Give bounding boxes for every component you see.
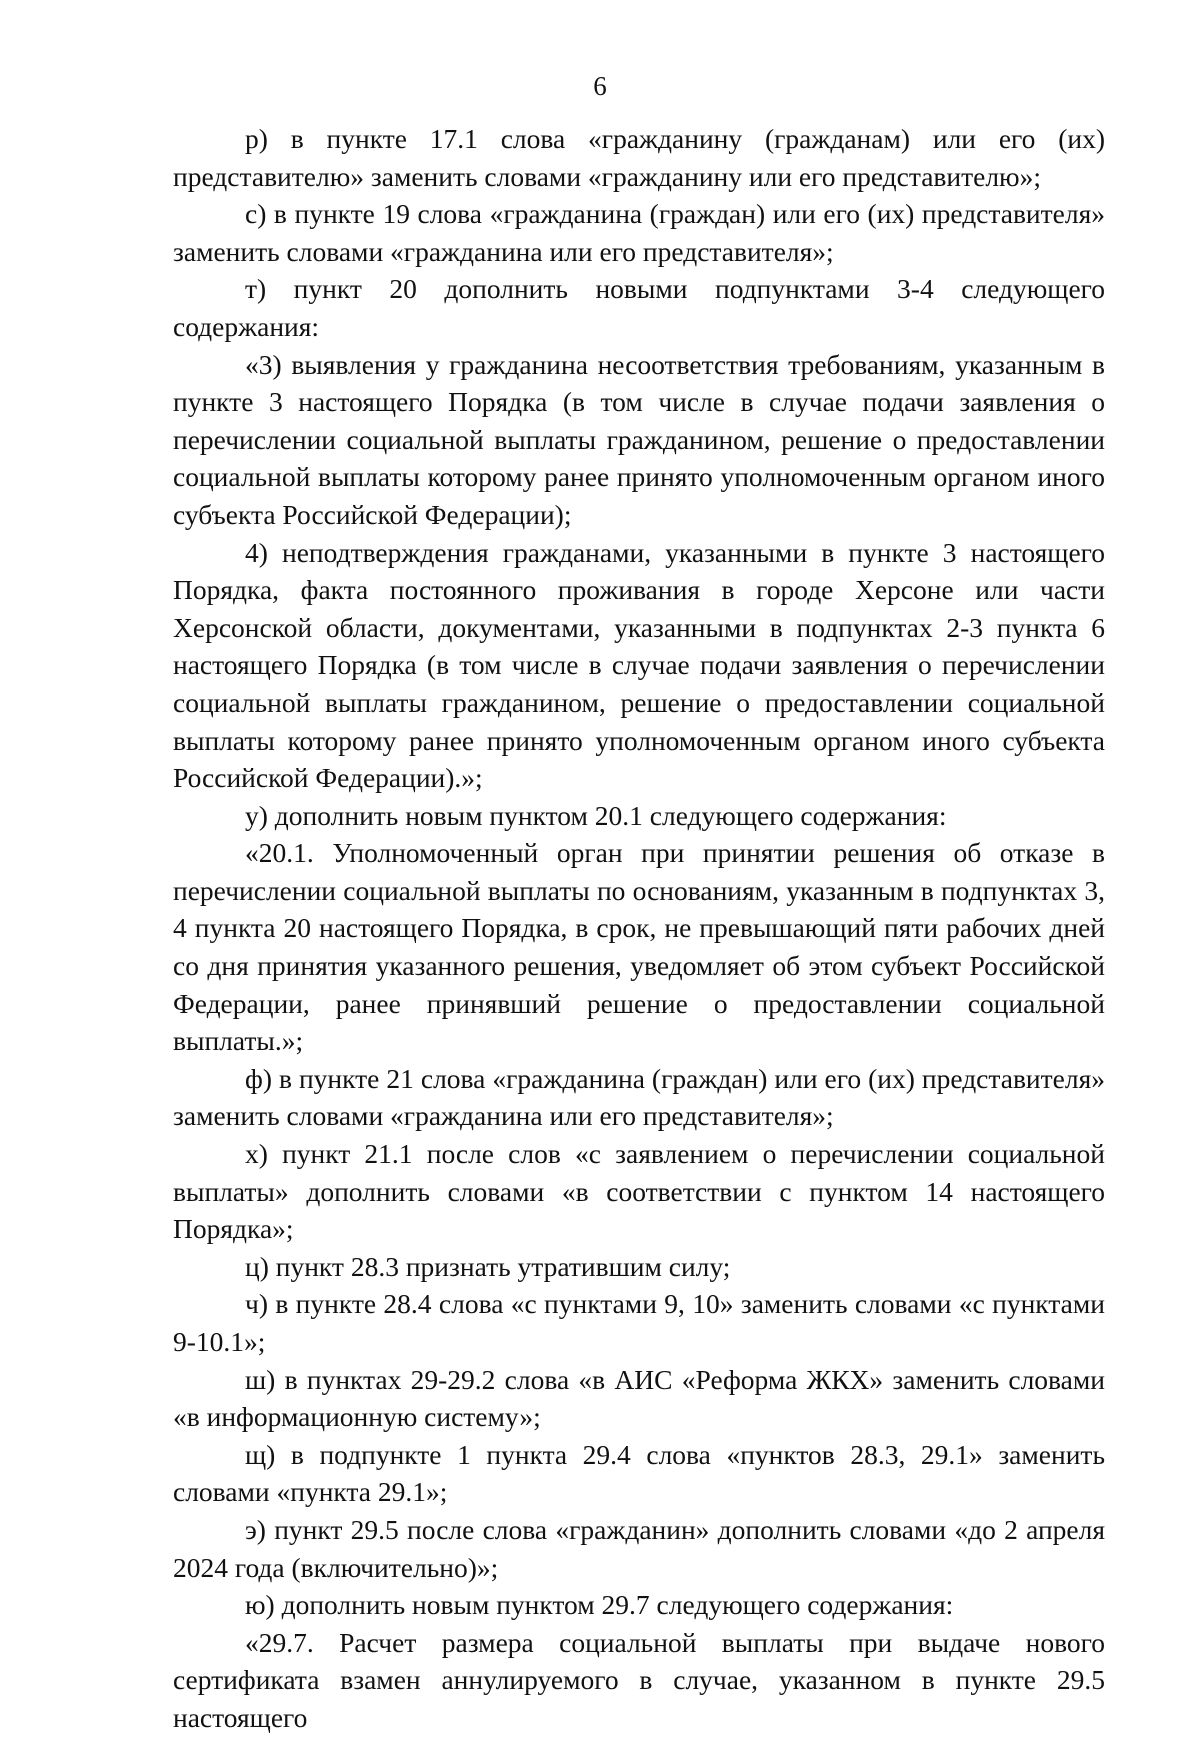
- paragraph-e: э) пункт 29.5 после слова «гражданин» дополнить словами «до 2 апреля 2024 года (включительно)»;: [173, 1513, 1105, 1583]
- paragraph-u: у) дополнить новым пунктом 20.1 следующего содержания:: [245, 799, 947, 831]
- paragraph-sh: ш) в пунктах 29-29.2 слова «в АИС «Реформа ЖКХ» заменить словами «в информационную систему»;: [173, 1363, 1105, 1433]
- paragraph-yu: ю) дополнить новым пунктом 29.7 следующего содержания:: [245, 1589, 954, 1621]
- paragraph-subitem-4: 4) неподтверждения гражданами, указанными в пункте 3 настоящего Порядка, факта постоянного проживания в городе Херсоне или части Херсонской области, документами, указанными в подпунктах 2-3 пункта 6 настоящего Порядка (в том числе в случае подачи заявления о перечислении социальной выплаты гражданином, решение о предоставлении социальной выплаты которому ранее принято уполномоченным органом иного субъекта Российской Федерации).»;: [173, 536, 1105, 794]
- paragraph-item-29-7: «29.7. Расчет размера социальной выплаты при выдаче нового сертификата взамен аннулируемого в случае, указанном в пункте 29.5 настоящего: [173, 1626, 1105, 1733]
- paragraph-s: с) в пункте 19 слова «гражданина (граждан) или его (их) представителя» заменить словами «гражданина или его представителя»;: [173, 198, 1105, 267]
- paragraph-f: ф) в пункте 21 слова «гражданина (граждан) или его (их) представителя» заменить словами «гражданина или его представителя»;: [173, 1062, 1105, 1132]
- paragraph-item-20-1: «20.1. Уполномоченный орган при принятии решения об отказе в перечислении социальной выплаты по основаниям, указанным в подпунктах 3, 4 пункта 20 настоящего Порядка, в срок, не превышающий пяти рабочих дней со дня принятия указанного решения, уведомляет об этом субъект Российской Федерации, ранее принявший решение о предоставлении социальной выплаты.»;: [173, 837, 1105, 1057]
- paragraph-ch: ч) в пункте 28.4 слова «с пунктами 9, 10» заменить словами «с пунктами 9-10.1»;: [173, 1288, 1105, 1357]
- paragraph-subitem-3: «3) выявления у гражданина несоответствия требованиям, указанным в пункте 3 настоящего Порядка (в том числе в случае подачи заявления о перечислении социальной выплаты гражданином, решение о предоставлении социальной выплаты которому ранее принято уполномоченным органом иного субъекта Российской Федерации);: [173, 348, 1105, 530]
- page-number: 6: [593, 71, 607, 101]
- paragraph-kh: х) пункт 21.1 после слов «с заявлением о перечислении социальной выплаты» дополнить словами «в соответствии с пунктом 14 настоящего Порядка»;: [173, 1138, 1105, 1245]
- document-body: [173, 120, 1105, 1737]
- paragraph-shch: щ) в подпункте 1 пункта 29.4 слова «пунктов 28.3, 29.1» заменить словами «пункта 29.1»;: [173, 1438, 1105, 1508]
- paragraph-r: р) в пункте 17.1 слова «гражданину (гражданам) или его (их) представителю» заменить словами «гражданину или его представителю»;: [173, 123, 1105, 192]
- paragraph-t: т) пункт 20 дополнить новыми подпунктами 3-4 следующего содержания:: [173, 273, 1105, 342]
- paragraph-ts: ц) пункт 28.3 признать утратившим силу;: [245, 1250, 731, 1282]
